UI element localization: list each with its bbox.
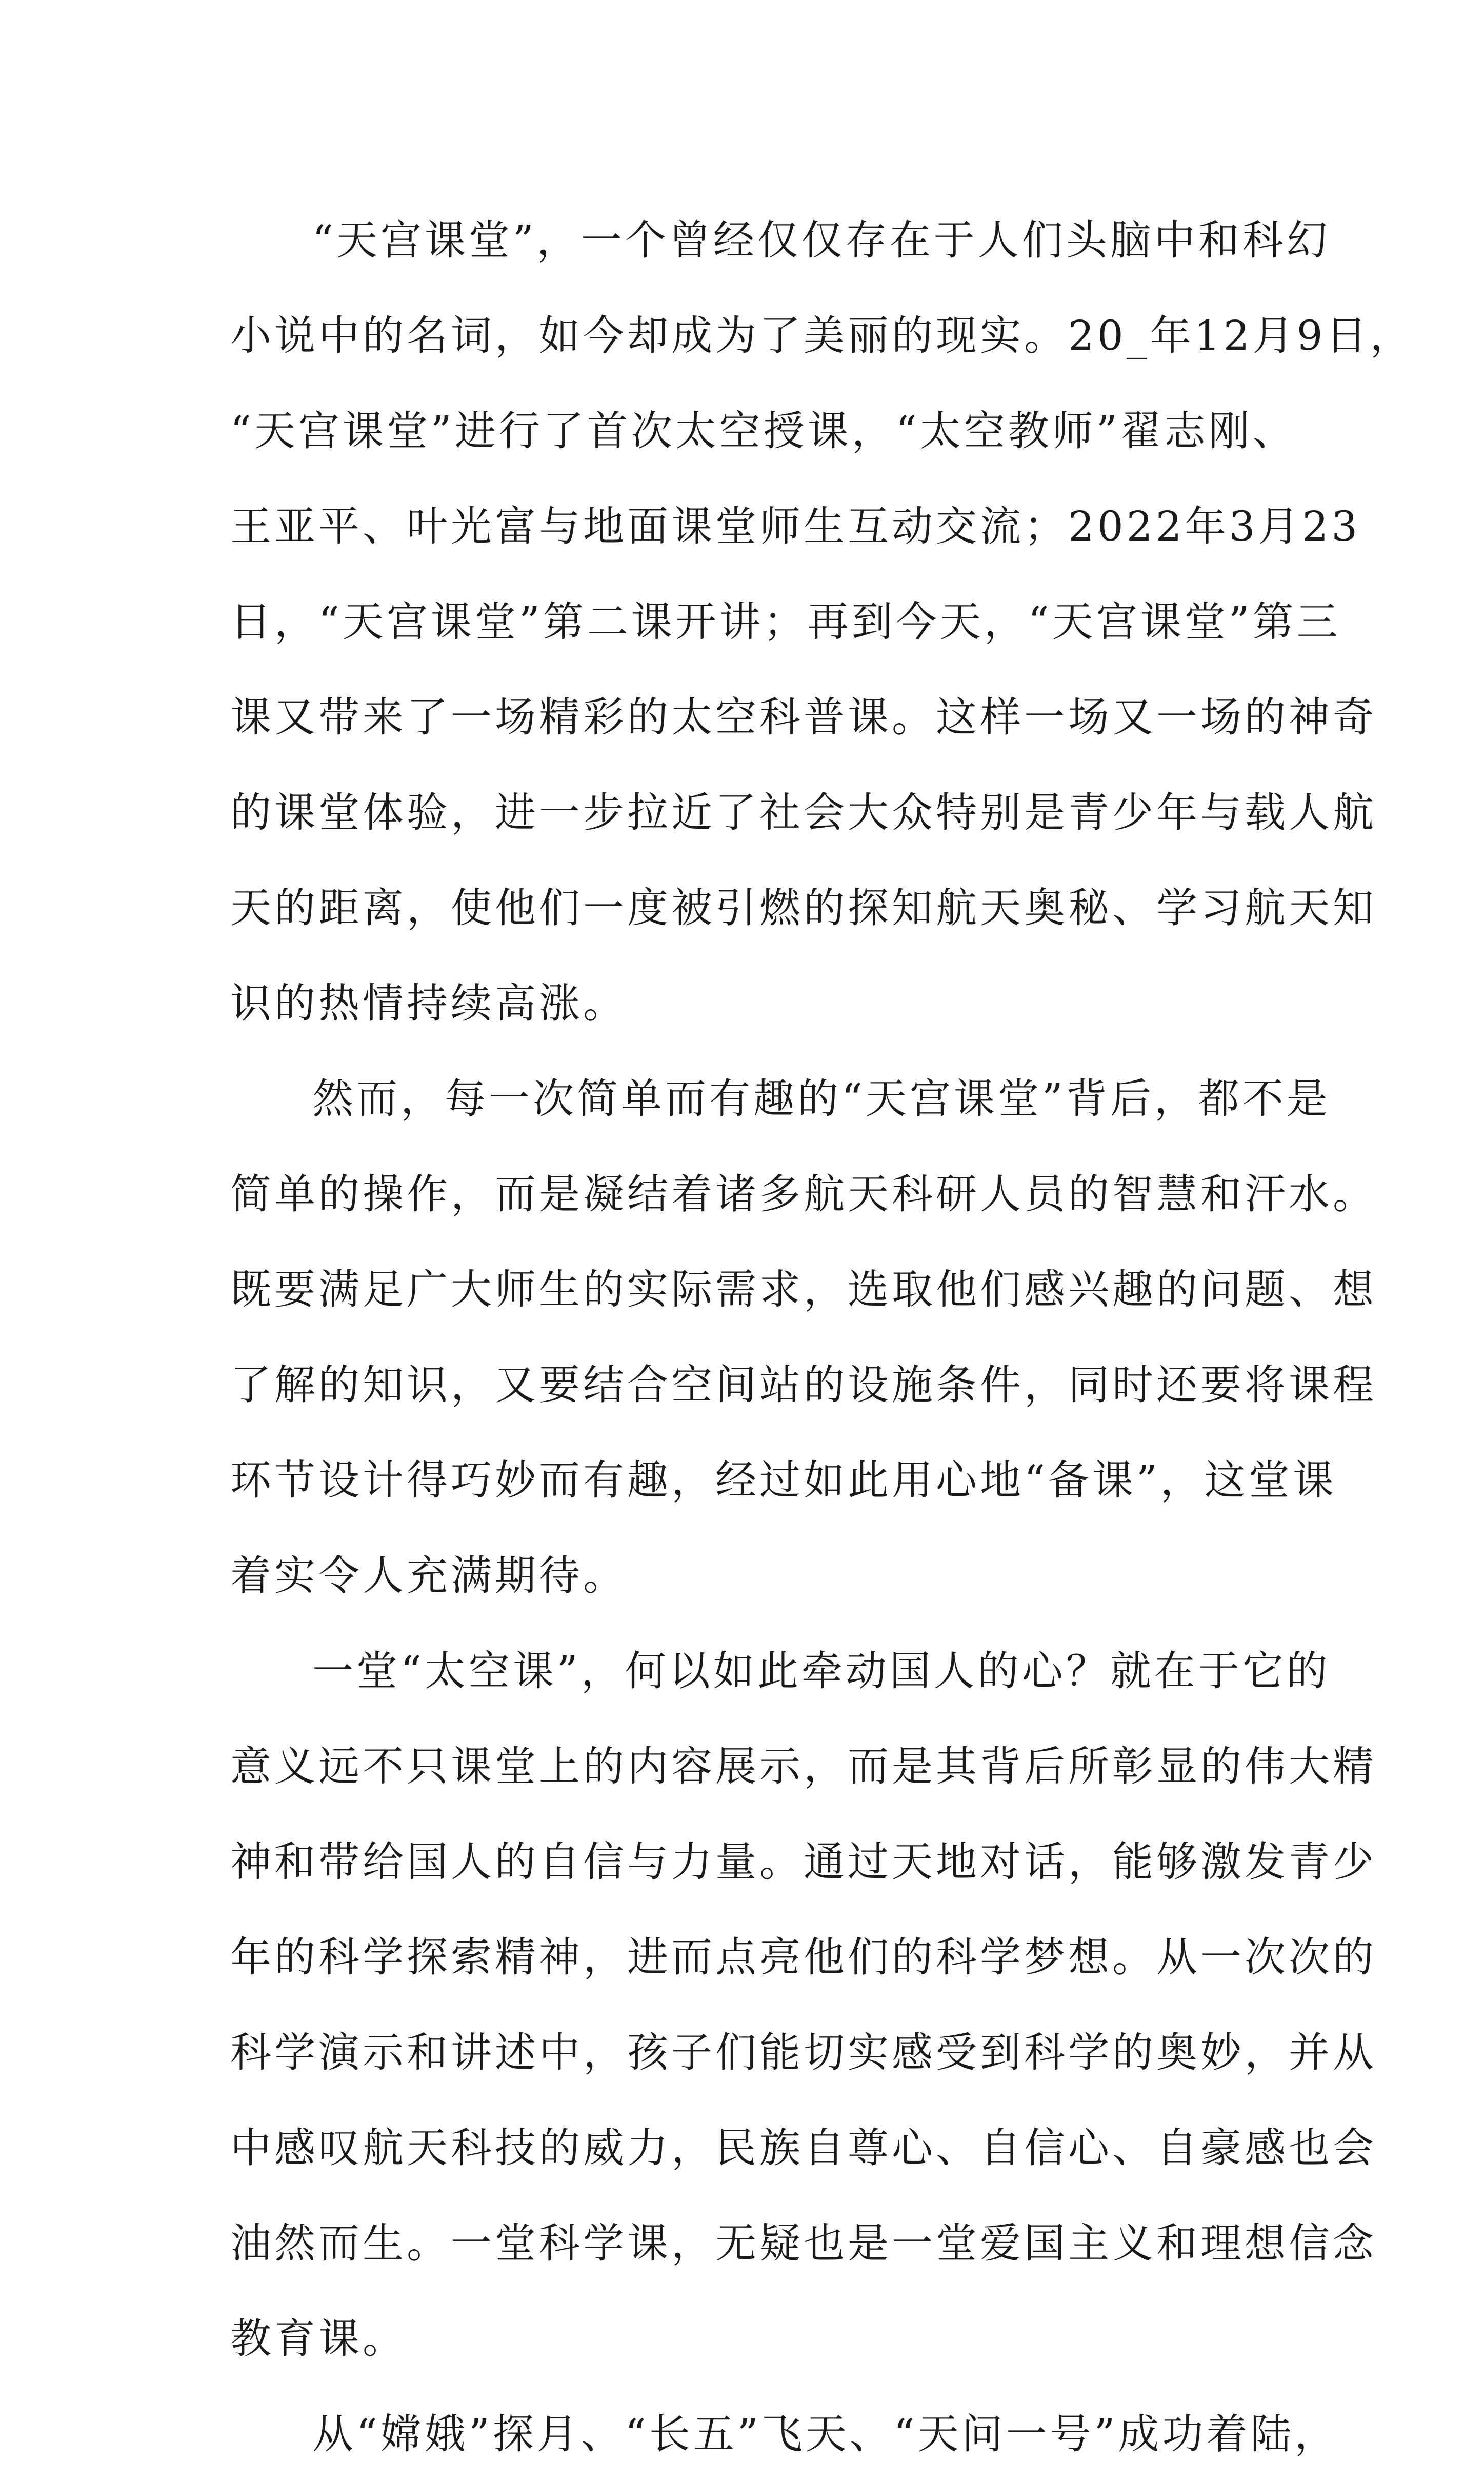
text-line: “天宫课堂”，一个曾经仅仅存在于人们头脑中和科幻 [312, 216, 1331, 264]
text-line: 日，“天宫课堂”第二课开讲；再到今天，“天宫课堂”第三 [230, 598, 1341, 646]
text-line: 中感叹航天科技的威力，民族自尊心、自信心、自豪感也会 [230, 2124, 1377, 2172]
text-line: 课又带来了一场精彩的太空科普课。这样一场又一场的神奇 [230, 693, 1377, 741]
text-line: 教育课。 [230, 2315, 407, 2363]
text-line: 王亚平、叶光富与地面课堂师生互动交流；2022年3月23 [230, 503, 1361, 550]
text-line: 科学演示和讲述中，孩子们能切实感受到科学的奥妙，并从 [230, 2029, 1377, 2076]
text-line: 神和带给国人的自信与力量。通过天地对话，能够激发青少 [230, 1838, 1377, 1886]
document-body [230, 193, 1414, 2482]
text-line: 的课堂体验，进一步拉近了社会大众特别是青少年与载人航 [230, 789, 1377, 836]
text-line: 年的科学探索精神，进而点亮他们的科学梦想。从一次次的 [230, 1933, 1377, 1981]
text-line: “天宫课堂”进行了首次太空授课，“太空教师”翟志刚、 [230, 407, 1297, 455]
text-line: 小说中的名词，如今却成为了美丽的现实。20_年12月9日， [230, 312, 1414, 359]
text-line: 了解的知识，又要结合空间站的设施条件，同时还要将课程 [230, 1361, 1377, 1409]
text-line: 简单的操作，而是凝结着诸多航天科研人员的智慧和汗水。 [230, 1170, 1377, 1218]
text-line: 意义远不只课堂上的内容展示，而是其背后所彰显的伟大精 [230, 1743, 1377, 1790]
text-line: 着实令人充满期待。 [230, 1552, 627, 1599]
text-line: 一堂“太空课”，何以如此牵动国人的心？就在于它的 [312, 1647, 1331, 1695]
text-line: 天的距离，使他们一度被引燃的探知航天奥秘、学习航天知 [230, 884, 1377, 932]
text-line: 然而，每一次简单而有趣的“天宫课堂”背后，都不是 [312, 1075, 1331, 1123]
text-line: 从“嫦娥”探月、“长五”飞天、“天问一号”成功着陆， [312, 2410, 1339, 2458]
text-line: 环节设计得巧妙而有趣，经过如此用心地“备课”，这堂课 [230, 1456, 1337, 1504]
text-line: 识的热情持续高涨。 [230, 979, 627, 1027]
text-line: 油然而生。一堂科学课，无疑也是一堂爱国主义和理想信念 [230, 2219, 1377, 2267]
text-line: 既要满足广大师生的实际需求，选取他们感兴趣的问题、想 [230, 1266, 1377, 1313]
